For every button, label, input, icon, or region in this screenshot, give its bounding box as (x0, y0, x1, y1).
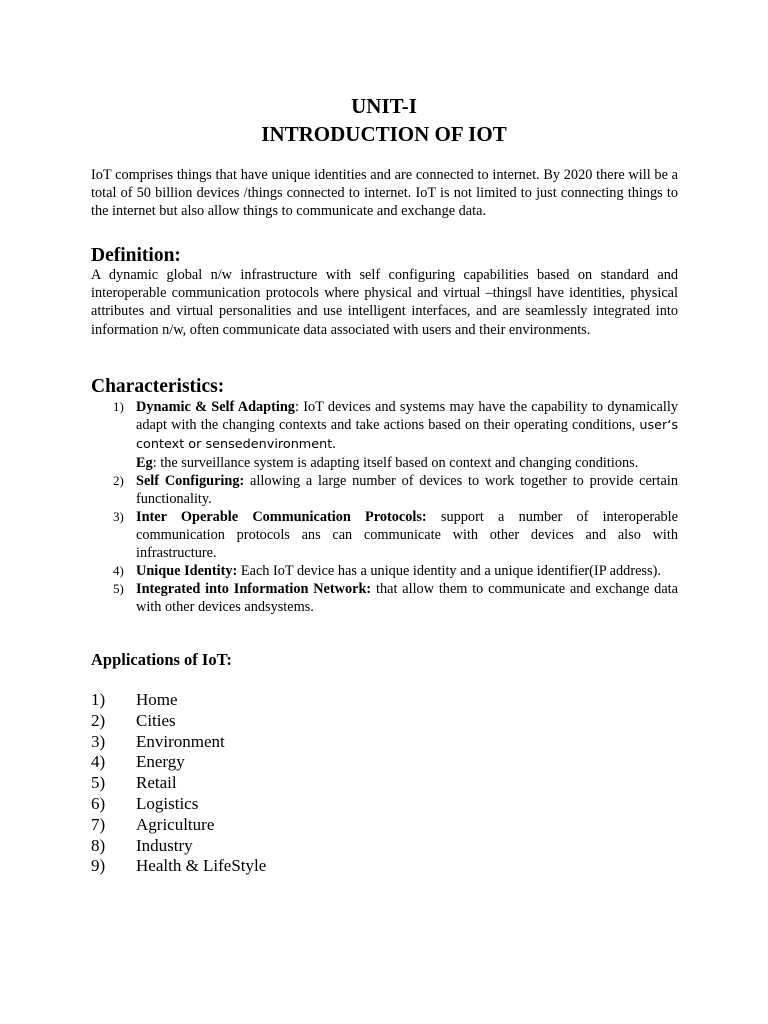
characteristics-list (91, 398, 678, 616)
list-number: 5) (91, 773, 106, 793)
list-number: 3) (91, 731, 106, 751)
list-number: 2) (91, 710, 106, 730)
characteristic-item (91, 472, 678, 508)
application-label: Cities (136, 710, 176, 730)
application-label: Health & LifeStyle (136, 856, 267, 876)
application-item (91, 815, 266, 836)
application-item (91, 732, 266, 753)
application-label: Home (136, 690, 178, 709)
list-number: 9) (91, 856, 106, 876)
characteristic-text: allowing a large number of devices to work together to provide certain functionality. (136, 473, 678, 507)
applications-heading: Applications of IoT: (91, 650, 232, 669)
application-item (91, 711, 266, 732)
characteristic-item (91, 562, 678, 580)
example-label: Eg (136, 455, 153, 471)
definition-heading: Definition: (91, 245, 181, 266)
characteristic-term: Integrated into Information Network: (136, 581, 372, 597)
application-item (91, 690, 266, 711)
characteristic-item (91, 508, 678, 562)
characteristic-term: Self Configuring: (136, 473, 245, 489)
characteristic-text: : IoT devices and systems may have the capability to dynamically adapt with the changing contexts and take actions based on their operating conditions, (136, 399, 678, 433)
characteristic-term: Unique Identity: (136, 563, 238, 579)
characteristic-item (91, 398, 678, 472)
application-item (91, 836, 266, 857)
application-item (91, 773, 266, 794)
application-label: Logistics (136, 793, 199, 813)
characteristic-term: Dynamic & Self Adapting (136, 399, 295, 415)
list-number: 3) (113, 509, 124, 524)
application-item (91, 752, 266, 773)
list-number: 1) (91, 690, 106, 709)
characteristic-text-sans: user‘s context or sensedenvironment (136, 418, 678, 452)
intro-paragraph: IoT comprises things that have unique identities and are connected to internet. By 2020 there will be a total of 50 billion devices /things connected to internet. IoT is not limited to just connecting things to the internet but also allow things to communicate and exchange data. (91, 167, 678, 220)
list-number: 5) (113, 581, 124, 596)
characteristic-item (91, 580, 678, 616)
list-number: 8) (91, 835, 106, 855)
characteristic-text: support a number of interoperable communication protocols ans can communicate with other devices and also with infrastructure. (136, 509, 679, 561)
unit-title: UNIT-I (351, 94, 417, 118)
application-label: Environment (136, 731, 225, 751)
application-label: Agriculture (136, 814, 215, 834)
list-number: 4) (91, 752, 106, 772)
application-label: Energy (136, 752, 185, 772)
list-number: 2) (113, 473, 124, 488)
list-number: 1) (113, 399, 124, 414)
definition-paragraph: A dynamic global n/w infrastructure with self configuring capabilities based on standard and interoperable communication protocols where physical and virtual –things‖ have identities, physical attributes and virtual personalities and use intelligent interfaces, and are seamlessly integrated into information n/w, often communicate data associated with users and their environments. (91, 267, 678, 338)
list-number: 7) (91, 814, 106, 834)
application-item (91, 856, 266, 877)
applications-list (91, 690, 266, 877)
title-block (0, 92, 768, 148)
characteristic-text-end: . (332, 436, 336, 452)
characteristics-heading: Characteristics: (91, 376, 225, 397)
application-item (91, 794, 266, 815)
application-label: Retail (136, 773, 177, 793)
list-number: 4) (113, 563, 124, 578)
page-title: INTRODUCTION OF IOT (261, 122, 507, 146)
characteristic-text: Each IoT device has a unique identity and a unique identifier(IP address). (237, 563, 661, 579)
list-number: 6) (91, 793, 106, 813)
characteristic-text: that allow them to communicate and exchange data with other devices andsystems. (136, 581, 678, 615)
characteristic-term: Inter Operable Communication Protocols: (136, 509, 427, 525)
example-line (136, 454, 678, 472)
application-label: Industry (136, 835, 193, 855)
example-text: : the surveillance system is adapting itself based on context and changing conditions. (152, 455, 639, 471)
